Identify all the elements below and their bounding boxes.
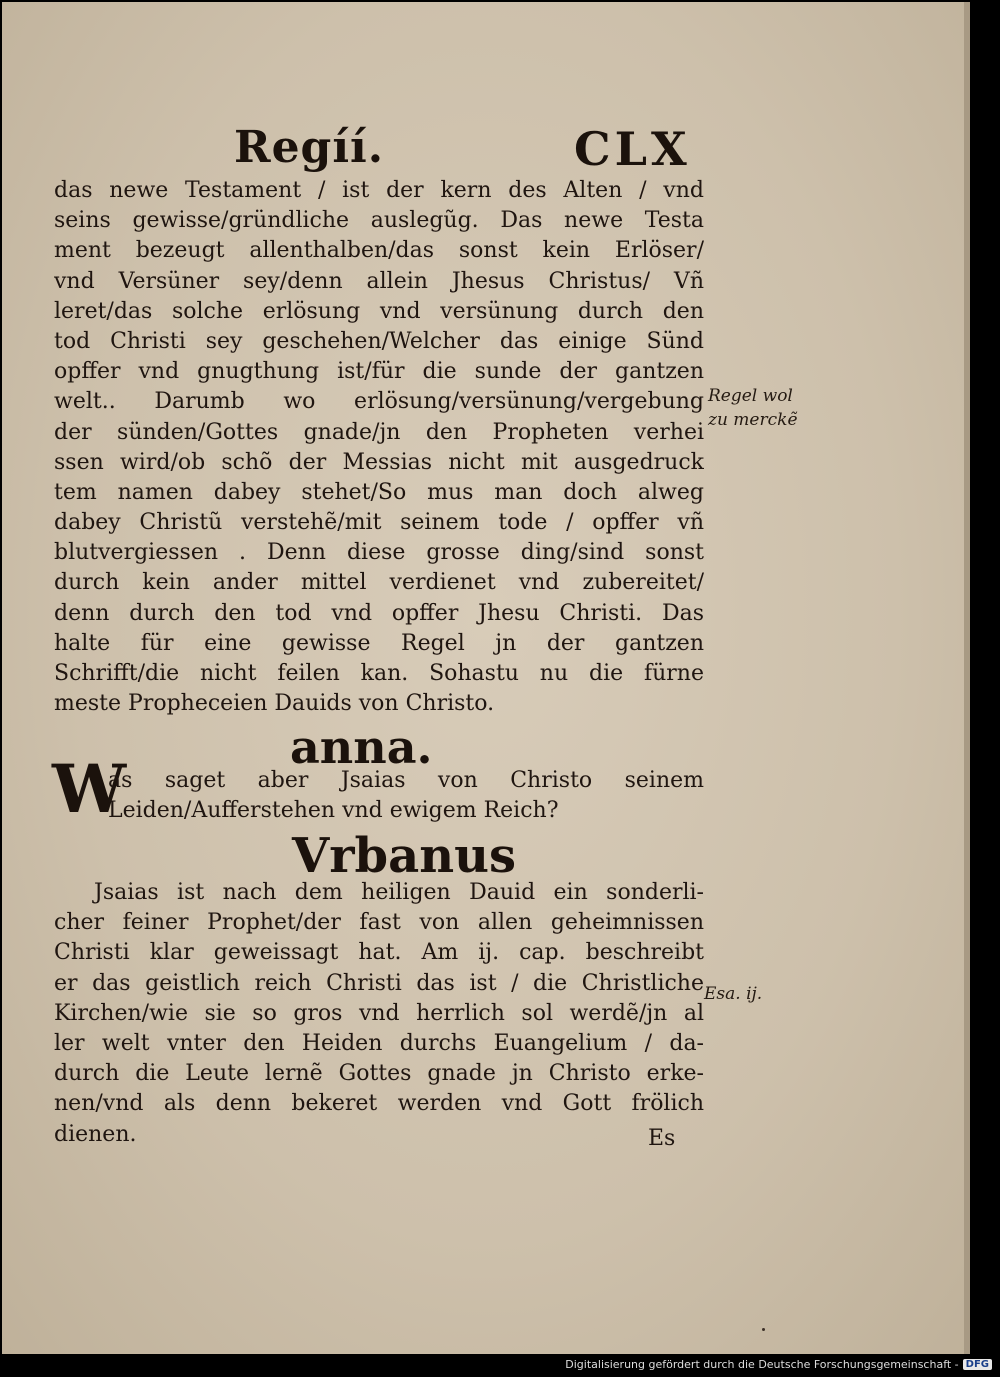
marginal-note-line: zu merckẽ <box>708 410 798 430</box>
text-line: vnd Versüner sey/denn allein Jhesus Christus/ Vñ <box>54 268 704 294</box>
speaker-heading: anna. <box>290 720 433 774</box>
question-line: Leiden/Aufferstehen vnd ewigem Reich? <box>108 798 559 824</box>
text-line: seins gewisse/gründliche auslegũg. Das newe Testa <box>54 208 704 234</box>
text-line: denn durch den tod vnd opffer Jhesu Christi. Das <box>54 600 704 626</box>
text-line: meste Propheceien Dauids von Christo. <box>54 691 495 717</box>
marginal-note-line: Regel wol <box>708 386 793 406</box>
marginal-reference: Esa. ij. <box>704 984 763 1004</box>
folio-number: CLX <box>574 122 691 176</box>
question-line: as saget aber Jsaias von Christo seinem <box>108 768 704 793</box>
dfg-logo-icon: DFG <box>963 1359 992 1370</box>
text-line: Christi klar geweissagt hat. Am ij. cap. beschreibt <box>54 940 704 966</box>
text-line: dienen. <box>54 1121 137 1147</box>
text-line: blutvergiessen . Denn diese grosse ding/sind sonst <box>54 540 704 566</box>
text-line: ment bezeugt allenthalben/das sonst kein Erlöser/ <box>54 238 704 264</box>
text-line: das newe Testament / ist der kern des Alten / vnd <box>54 178 704 203</box>
main-text-block <box>54 176 704 719</box>
catchword: Es <box>648 1126 676 1151</box>
book-page <box>2 2 970 1354</box>
question-block <box>108 766 704 826</box>
text-line: nen/vnd als denn bekeret werden vnd Gott frölich <box>54 1091 704 1117</box>
digitization-footer <box>565 1358 992 1371</box>
text-line: opffer vnd gnugthung ist/für die sunde der gantzen <box>54 359 704 385</box>
text-line: durch die Leute lernẽ Gottes gnade jn Christo erke- <box>54 1061 704 1087</box>
text-line: tem namen dabey stehet/So mus man doch alweg <box>54 479 704 505</box>
text-line: der sünden/Gottes gnade/jn den Propheten verhei <box>54 419 704 445</box>
text-line: Kirchen/wie sie so gros vnd herrlich sol werdẽ/jn al <box>54 1000 704 1026</box>
text-line: ler welt vnter den Heiden durchs Euangelium / da- <box>54 1030 704 1056</box>
speaker-heading: Vrbanus <box>292 828 517 884</box>
page-edge <box>964 2 970 1354</box>
text-line: welt.. Darumb wo erlösung/versünung/vergebung <box>54 389 704 415</box>
answer-text-block <box>54 878 704 1150</box>
text-line: tod Christi sey geschehen/Welcher das einige Sünd <box>54 328 704 354</box>
text-line: Jsaias ist nach dem heiligen Dauid ein sonderli- <box>94 880 704 905</box>
text-line: Schrifft/die nicht feilen kan. Sohastu nu die fürne <box>54 661 704 686</box>
text-line: cher feiner Prophet/der fast von allen geheimnissen <box>54 910 704 936</box>
text-line: dabey Christũ verstehẽ/mit seinem tode / opffer vñ <box>54 510 704 536</box>
text-line: leret/das solche erlösung vnd versünung durch den <box>54 298 704 324</box>
text-line: durch kein ander mittel verdienet vnd zubereitet/ <box>54 570 704 596</box>
running-head: Regíí. <box>234 122 385 173</box>
footer-credit: Digitalisierung gefördert durch die Deutsche Forschungsgemeinschaft - <box>565 1358 959 1371</box>
text-line: halte für eine gewisse Regel jn der gantzen <box>54 630 704 656</box>
text-line: ssen wird/ob schõ der Messias nicht mit ausgedruck <box>54 449 704 475</box>
ink-speck <box>762 1328 765 1331</box>
marginal-note <box>708 384 798 432</box>
text-line: er das geistlich reich Christi das ist / die Christliche <box>54 970 704 996</box>
decorated-initial: W <box>52 750 127 828</box>
